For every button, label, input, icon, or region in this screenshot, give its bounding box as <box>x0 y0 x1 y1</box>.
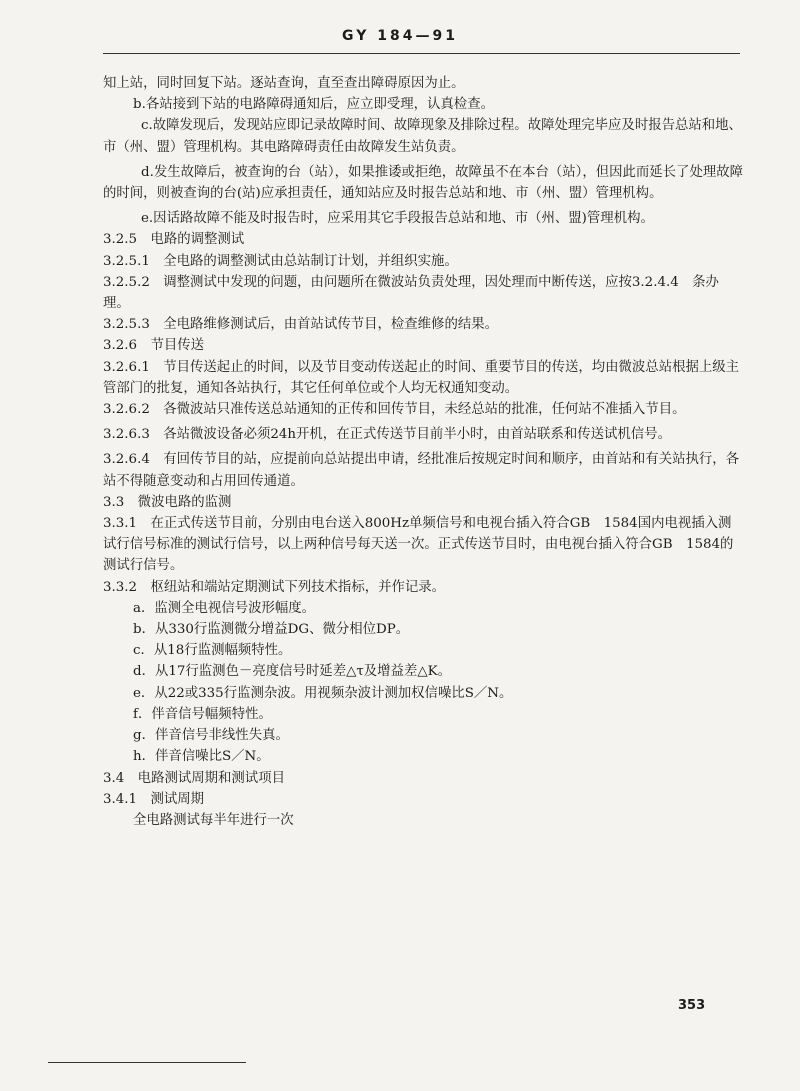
list-item: g．伴音信号非线性失真。 <box>133 728 289 744</box>
text-line: b.各站接到下站的电路障碍通知后，应立即受理，认真检查。 <box>133 97 494 113</box>
text-line: 3.2.6.3 各站微波设备必须24h开机，在正式传送节目前半小时，由首站联系和传送试机信号。 <box>103 427 671 443</box>
text-line: 3.2.6.1 节目传送起止的时间，以及节目变动传送起止的时间、重要节目的传送，均由微波总站根据上级主管部门的批复，通知各站执行，其它任何单位或个人均无权通知变动。 <box>103 359 740 396</box>
text-line: 3.2.5.3 全电路维修测试后，由首站试传节目，检查维修的结果。 <box>103 317 499 333</box>
text-line: c.故障发现后，发现站应即记录故障时间、故障现象及排除过程。故障处理完毕应及时报告总站和地、市（州、盟）管理机构。其电路障碍责任由故障发生站负责。 <box>103 118 742 155</box>
list-item: h．伴音信噪比S／N。 <box>133 749 270 765</box>
text-line: 3.2.6.4 有回传节目的站，应提前向总站提出申请，经批准后按规定时间和顺序，由首站和有关站执行，各站不得随意变动和占用回传通道。 <box>103 452 740 489</box>
section-heading: 3.4.1 测试周期 <box>103 791 205 807</box>
section-heading: 3.2.6 节目传送 <box>103 338 205 354</box>
text-line: 3.2.5.2 调整测试中发现的问题，由问题所在微波站负责处理，因处理而中断传送，应按3.2.4.4 条办理。 <box>103 274 719 312</box>
text-line: 3.3.2 枢纽站和端站定期测试下列技术指标，并作记录。 <box>103 579 446 595</box>
footer-divider <box>48 1062 246 1063</box>
text-line: 3.3.1 在正式传送节目前，分别由电台送入800Hz单频信号和电视台插入符合GB 1584国内电视插入测试行信号标准的测试行信号，以上两种信号每天送一次。正式传送节目时，由电视台插入符合GB 1584的测试行信号。 <box>103 516 734 574</box>
list-item: e．从22或335行监测杂波。用视频杂波计测加权信噪比S／N。 <box>133 685 513 701</box>
page-number: 353 <box>678 998 706 1013</box>
text-line: 3.2.5.1 全电路的调整测试由总站制订计划，并组织实施。 <box>103 253 458 269</box>
text-line: e.因话路故障不能及时报告时，应采用其它手段报告总站和地、市（州、盟)管理机构。 <box>141 211 654 227</box>
list-item: c．从18行监测幅频特性。 <box>133 643 292 659</box>
section-heading: 3.4 电路测试周期和测试项目 <box>103 770 285 786</box>
text-line: d.发生故障后，被查询的台（站），如果推诿或拒绝，故障虽不在本台（站），但因此而延长了处理故障的时间，则被查询的台(站)应承担责任，通知站应及时报告总站和地、市（州、盟）管理机构。 <box>103 164 744 202</box>
text-line: 3.2.6.2 各微波站只准传送总站通知的正传和回传节目，未经总站的批准，任何站不准插入节目。 <box>103 402 686 418</box>
text-line: 知上站，同时回复下站。逐站查询，直至查出障碍原因为止。 <box>103 76 465 91</box>
list-item: b．从330行监测微分增益DG、微分相位DP。 <box>133 622 410 638</box>
text-line: 全电路测试每半年进行一次 <box>133 812 294 828</box>
standard-code: GY 184—91 <box>342 28 458 44</box>
document-body <box>103 73 743 831</box>
list-item: d．从17行监测色－亮度信号时延差△τ及增益差△K。 <box>133 664 452 680</box>
section-heading: 3.2.5 电路的调整测试 <box>103 232 245 248</box>
section-heading: 3.3 微波电路的监测 <box>103 494 232 510</box>
list-item: f．伴音信号幅频特性。 <box>133 706 272 722</box>
header-divider <box>103 53 740 54</box>
list-item: a．监测全电视信号波形幅度。 <box>133 600 316 616</box>
